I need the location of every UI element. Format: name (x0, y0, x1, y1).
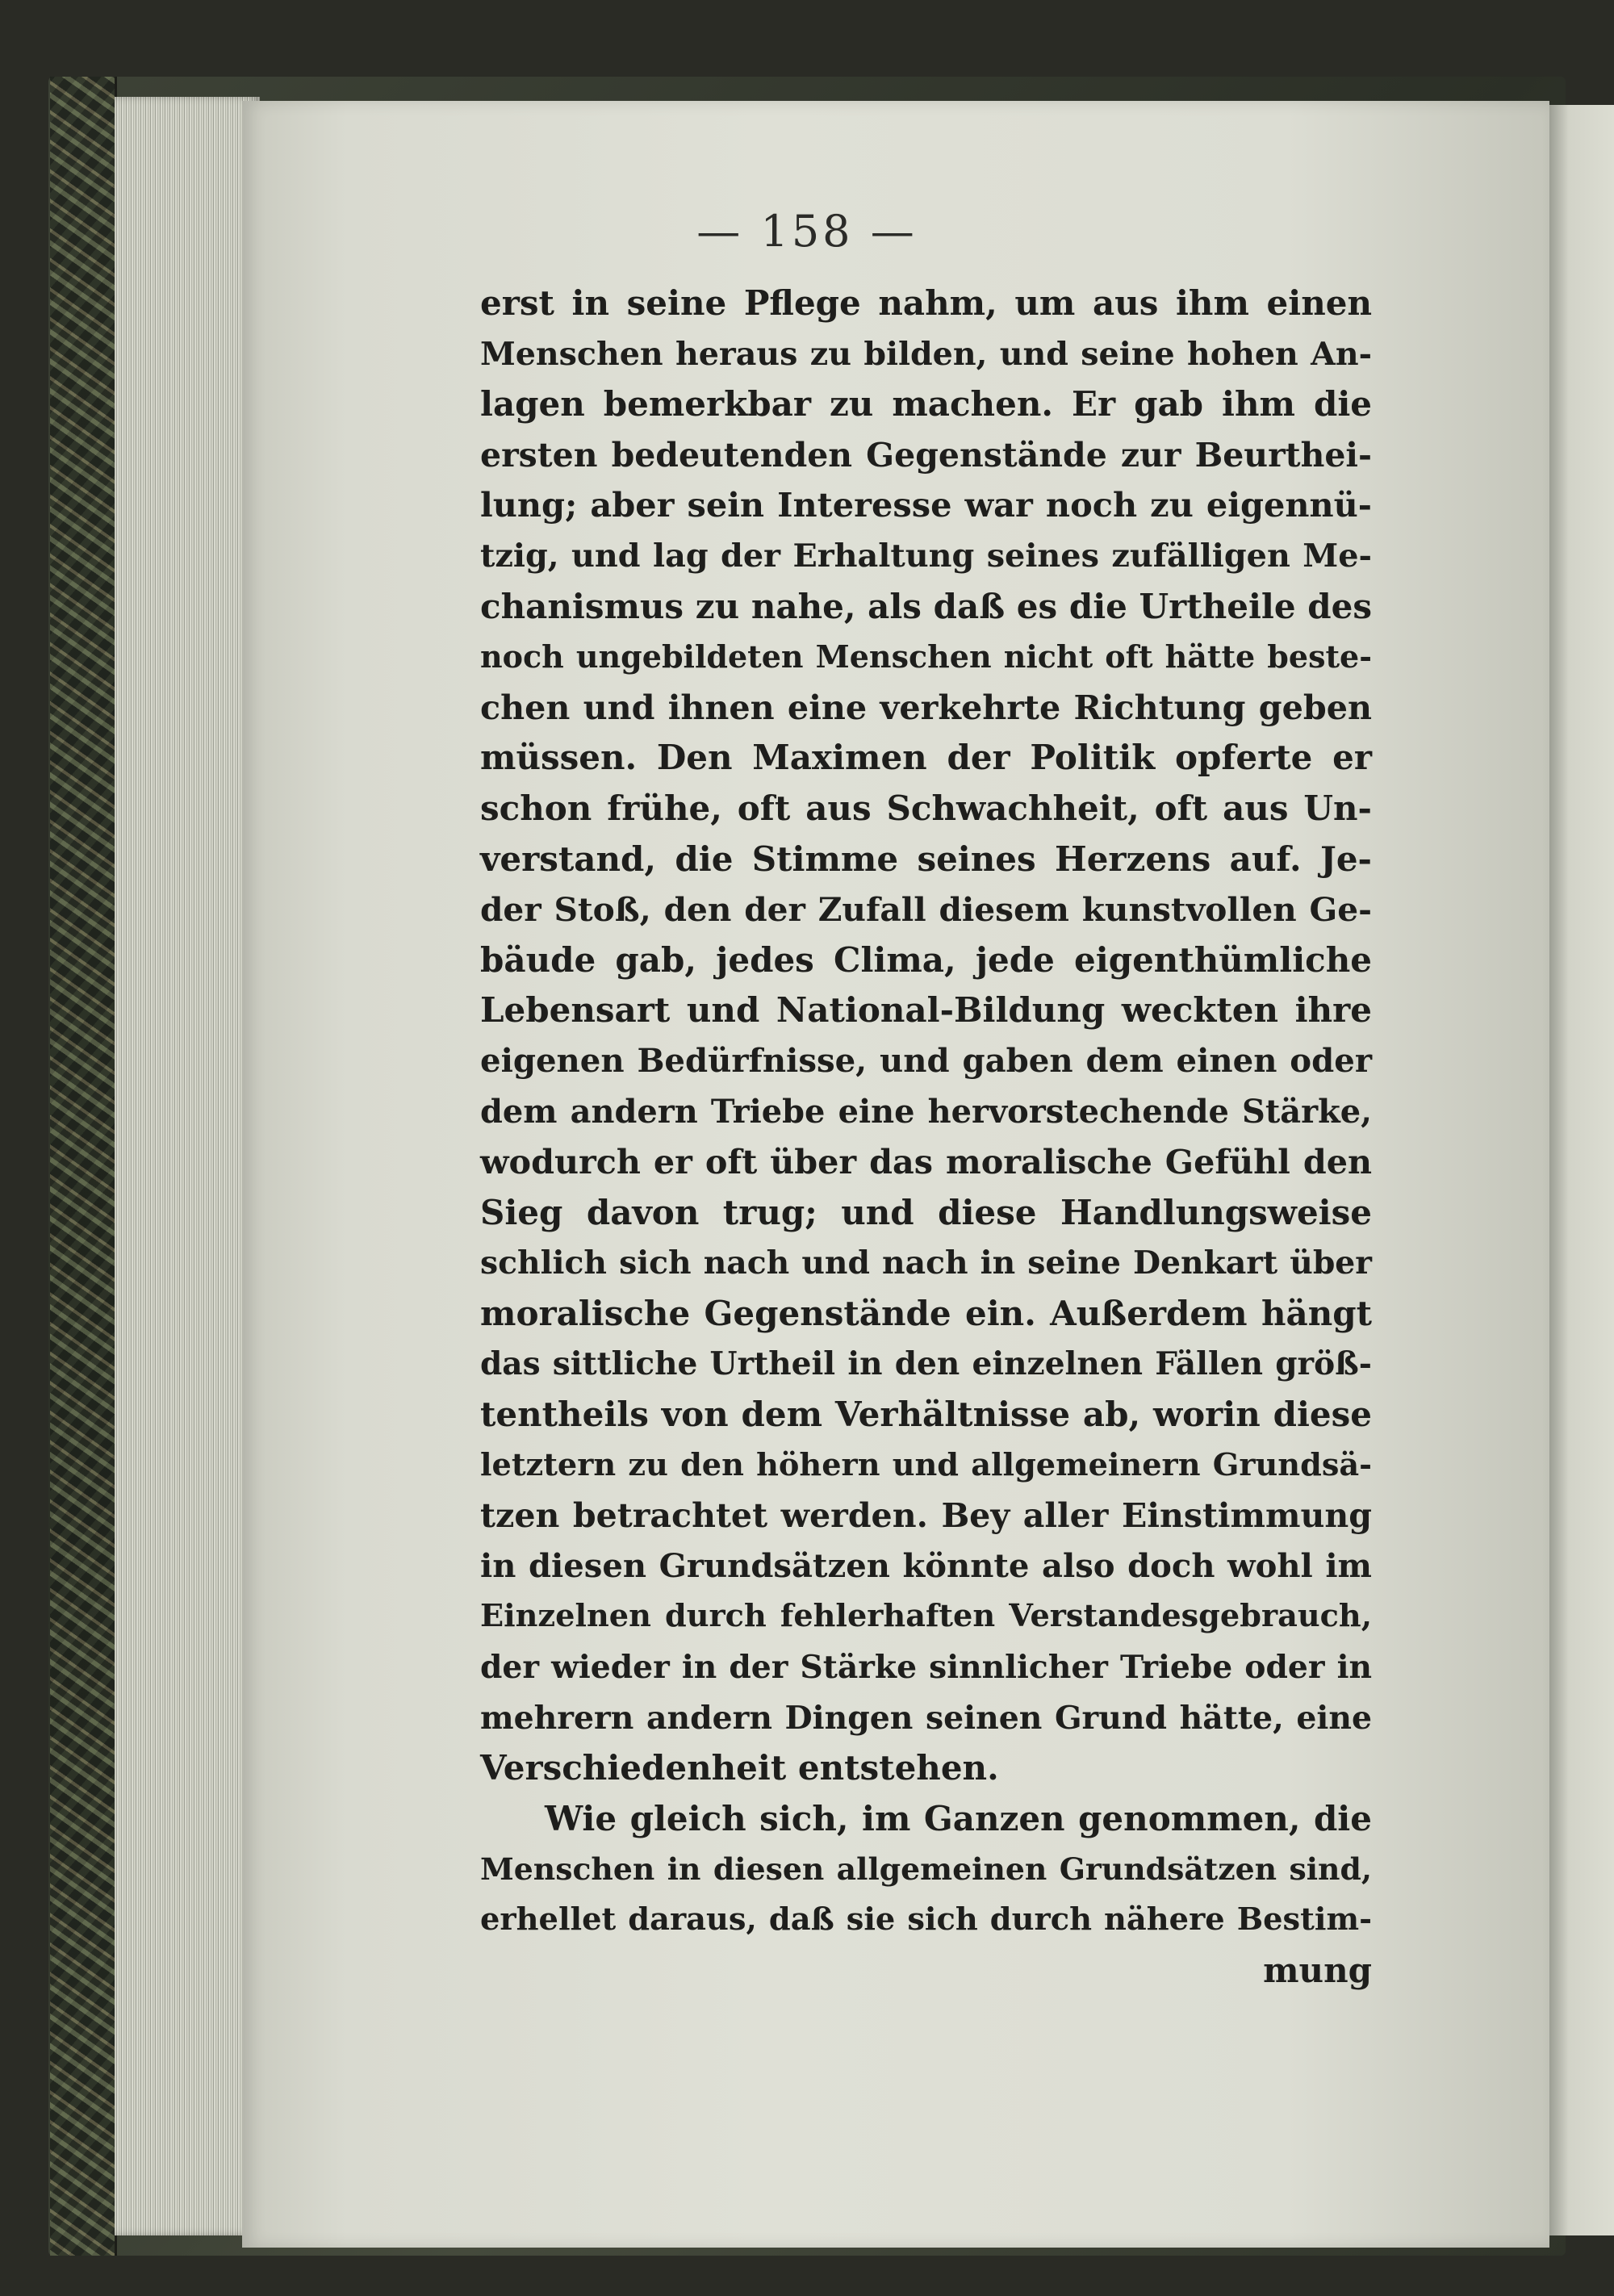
text-line: in diesen Grundsätzen könnte also doch wohl im (480, 1546, 1372, 1585)
text-line: eigenen Bedürfnisse, und gaben dem einen oder (480, 1041, 1372, 1080)
text-line: chanismus zu nahe, als daß es die Urtheile des (480, 586, 1372, 626)
page-number: — 158 — (696, 206, 918, 257)
text-line: Verschiedenheit entstehen. (480, 1748, 999, 1788)
catchword: mung (1263, 1950, 1372, 1990)
text-line: wodurch er oft über das moralische Gefühl den (480, 1142, 1372, 1182)
text-line: Menschen heraus zu bilden, und seine hohen An- (480, 335, 1372, 373)
text-line: das sittliche Urtheil in den einzelnen Fällen größ- (480, 1345, 1372, 1383)
text-line: noch ungebildeten Menschen nicht oft hätte beste- (480, 638, 1372, 675)
text-line: erst in seine Pflege nahm, um aus ihm einen (480, 283, 1372, 323)
page-stack-edge (115, 97, 260, 2235)
text-line: letztern zu den höhern und allgemeinern Grundsä- (480, 1446, 1372, 1483)
text-line: Einzelnen durch fehlerhaften Verstandesgebrauch, (480, 1598, 1372, 1635)
text-line: der wieder in der Stärke sinnlicher Triebe oder in (480, 1649, 1372, 1687)
text-line: dem andern Triebe eine hervorstechende Stärke, (480, 1093, 1372, 1131)
text-line: mehrern andern Dingen seinen Grund hätte, eine (480, 1699, 1372, 1737)
text-line: müssen. Den Maximen der Politik opferte er (480, 738, 1372, 778)
adjacent-page (1549, 105, 1614, 2235)
text-line: tzen betrachtet werden. Bey aller Einstimmung (480, 1495, 1372, 1536)
text-line: Sieg davon trug; und diese Handlungsweise (480, 1192, 1372, 1232)
text-line: lung; aber sein Interesse war noch zu eigennü- (480, 485, 1372, 525)
marbled-edge (50, 77, 117, 2256)
text-line: verstand, die Stimme seines Herzens auf. Je- (480, 839, 1372, 879)
text-line: moralische Gegenstände ein. Außerdem hängt (480, 1293, 1372, 1333)
text-line: tentheils von dem Verhältnisse ab, worin diese (480, 1395, 1372, 1435)
text-line: chen und ihnen eine verkehrte Richtung geben (480, 687, 1372, 727)
text-line: ersten bedeutenden Gegenstände zur Beurthei- (480, 435, 1372, 475)
text-line: schlich sich nach und nach in seine Denkart über (480, 1244, 1372, 1282)
text-line: bäude gab, jedes Clima, jede eigenthümliche (480, 939, 1372, 980)
text-line: lagen bemerkbar zu machen. Er gab ihm die (480, 384, 1372, 424)
text-line: der Stoß, den der Zufall diesem kunstvollen Ge- (480, 890, 1372, 930)
text-line: Wie gleich sich, im Ganzen genommen, die (545, 1798, 1372, 1838)
text-line: Menschen in diesen allgemeinen Grundsätzen sind, (480, 1851, 1372, 1888)
text-line: schon frühe, oft aus Schwachheit, oft aus Un- (480, 788, 1372, 828)
body-text (480, 278, 1372, 1996)
text-line: erhellet daraus, daß sie sich durch nähere Bestim- (480, 1901, 1372, 1938)
text-line: Lebensart und National-Bildung weckten ihre (480, 990, 1372, 1031)
text-line: tzig, und lag der Erhaltung seines zufälligen Me- (480, 537, 1372, 575)
